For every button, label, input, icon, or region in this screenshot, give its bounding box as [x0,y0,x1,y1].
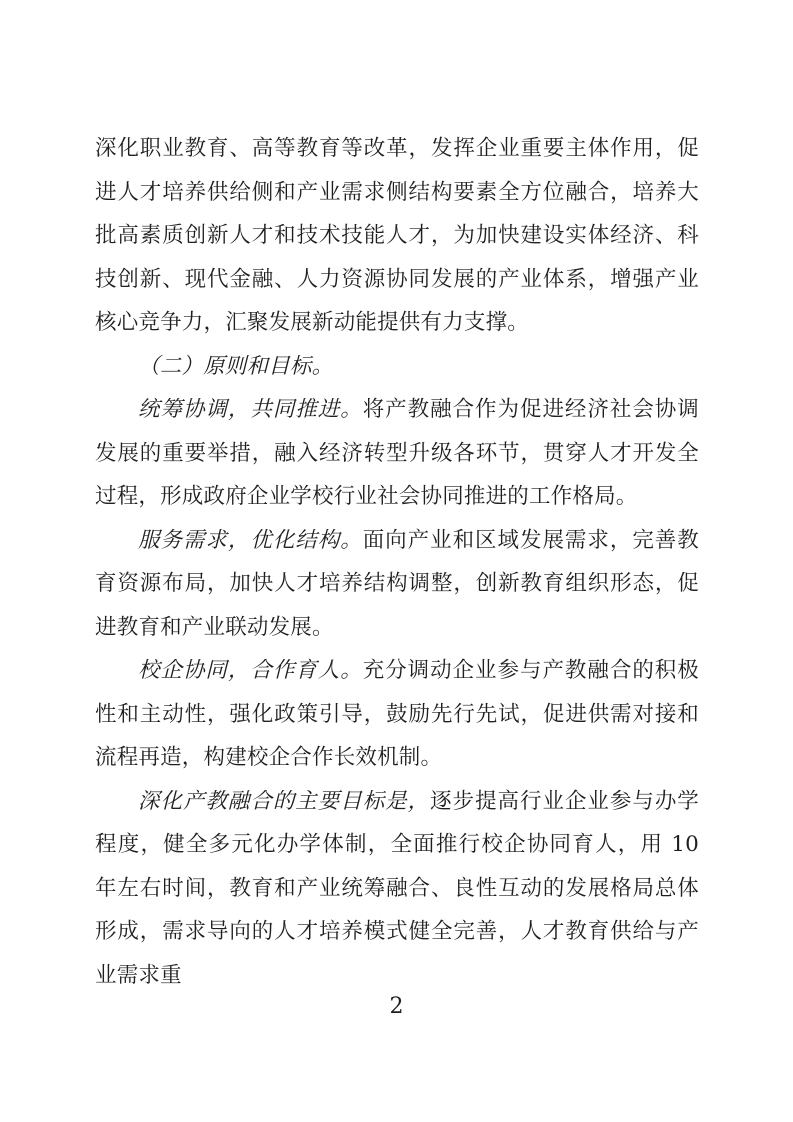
paragraph [95,345,699,389]
page-number: 2 [389,994,404,1019]
paragraph-text: 深化职业教育、高等教育等改革，发挥企业重要主体作用，促进人才培养供给侧和产业需求侧结构要素全方位融合，培养大批高素质创新人才和技术技能人才，为加快建设实体经济、科技创新、现代金融、人力资源协同发展的产业体系，增强产业核心竞争力，汇聚发展新动能提供有力支撑。 [95,136,699,335]
paragraph [95,388,699,519]
paragraph-lead: 统筹协调，共同推进。 [138,397,363,422]
paragraph-lead: 校企协同，合作育人。 [138,658,363,683]
paragraph [95,780,699,998]
document-body [95,127,699,997]
paragraph-lead: 深化产教融合的主要目标是， [138,788,431,814]
page-footer [0,993,793,1021]
paragraph-lead: （二）原则和目标。 [138,353,334,379]
paragraph-text: 将产教融合作为促进经济社会协调发展的重要举措，融入经济转型升级各环节，贯穿人才开发全过程，形成政府企业学校行业社会协同推进的工作格局。 [95,397,699,509]
paragraph-text: 充分调动企业参与产教融合的积极性和主动性，强化政策引导，鼓励先行先试，促进供需对接和流程再造，构建校企合作长效机制。 [95,658,699,770]
paragraph [95,649,699,780]
paragraph-lead: 服务需求，优化结构。 [138,527,363,553]
paragraph [95,519,699,650]
paragraph [95,127,699,345]
paragraph-text: 逐步提高行业企业参与办学程度，健全多元化办学体制，全面推行校企协同育人，用 10 年左右时间，教育和产业统筹融合、良性互动的发展格局总体形成，需求导向的人才培养模式健全完善，人才教育供给与产业需求重 [95,788,699,988]
paragraph-text: 面向产业和区域发展需求，完善教育资源布局，加快人才培养结构调整，创新教育组织形态，促进教育和产业联动发展。 [95,527,699,640]
